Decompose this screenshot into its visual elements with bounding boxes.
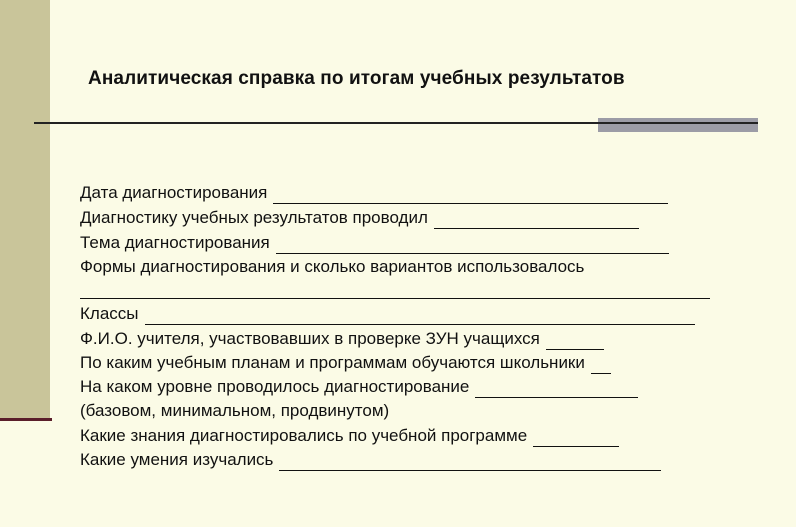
form-blank-curricula[interactable]	[591, 357, 611, 374]
form-blank-skills[interactable]	[279, 454, 661, 471]
form-blank-date[interactable]	[273, 187, 668, 204]
form-row-level-options	[80, 400, 389, 422]
form-row-knowledge	[80, 425, 619, 447]
left-bar-underline	[0, 418, 52, 421]
form-label-forms: Формы диагностирования и сколько вариантов использовалось	[80, 257, 585, 276]
form-row-forms	[80, 256, 584, 278]
form-label-topic: Тема диагностирования	[80, 233, 270, 252]
form-label-skills: Какие умения изучались	[80, 450, 274, 469]
page-title: Аналитическая справка по итогам учебных результатов	[88, 68, 625, 89]
form-row-curricula	[80, 352, 611, 374]
form-row-teachers	[80, 328, 604, 350]
form-label-date: Дата диагностирования	[80, 183, 268, 202]
form-label-level: На каком уровне проводилось диагностирование	[80, 377, 470, 396]
form-label-knowledge: Какие знания диагностировались по учебной программе	[80, 426, 528, 445]
form-blank-level[interactable]	[475, 381, 638, 398]
form-row-date	[80, 182, 668, 204]
form-label-level-options: (базовом, минимальном, продвинутом)	[80, 401, 390, 420]
form-blank-conducted-by[interactable]	[434, 212, 639, 229]
form-blank-teachers[interactable]	[546, 333, 604, 350]
form-blank-forms[interactable]	[80, 298, 710, 299]
title-divider-accent	[598, 118, 758, 132]
form-blank-knowledge[interactable]	[533, 430, 619, 447]
form-row-topic	[80, 232, 669, 254]
form-blank-topic[interactable]	[276, 237, 669, 254]
form-label-teachers: Ф.И.О. учителя, участвовавших в проверке ЗУН учащихся	[80, 329, 540, 348]
form-blank-classes[interactable]	[145, 308, 695, 325]
title-divider-accent-line	[598, 122, 758, 124]
form-row-conducted-by	[80, 207, 639, 229]
form-row-classes	[80, 303, 695, 325]
form-label-classes: Классы	[80, 304, 139, 323]
left-decorative-bar	[0, 0, 50, 418]
form-label-conducted-by: Диагностику учебных результатов проводил	[80, 208, 428, 227]
form-label-curricula: По каким учебным планам и программам обучаются школьники	[80, 353, 585, 372]
form-row-level	[80, 376, 638, 398]
form-row-skills	[80, 449, 661, 471]
